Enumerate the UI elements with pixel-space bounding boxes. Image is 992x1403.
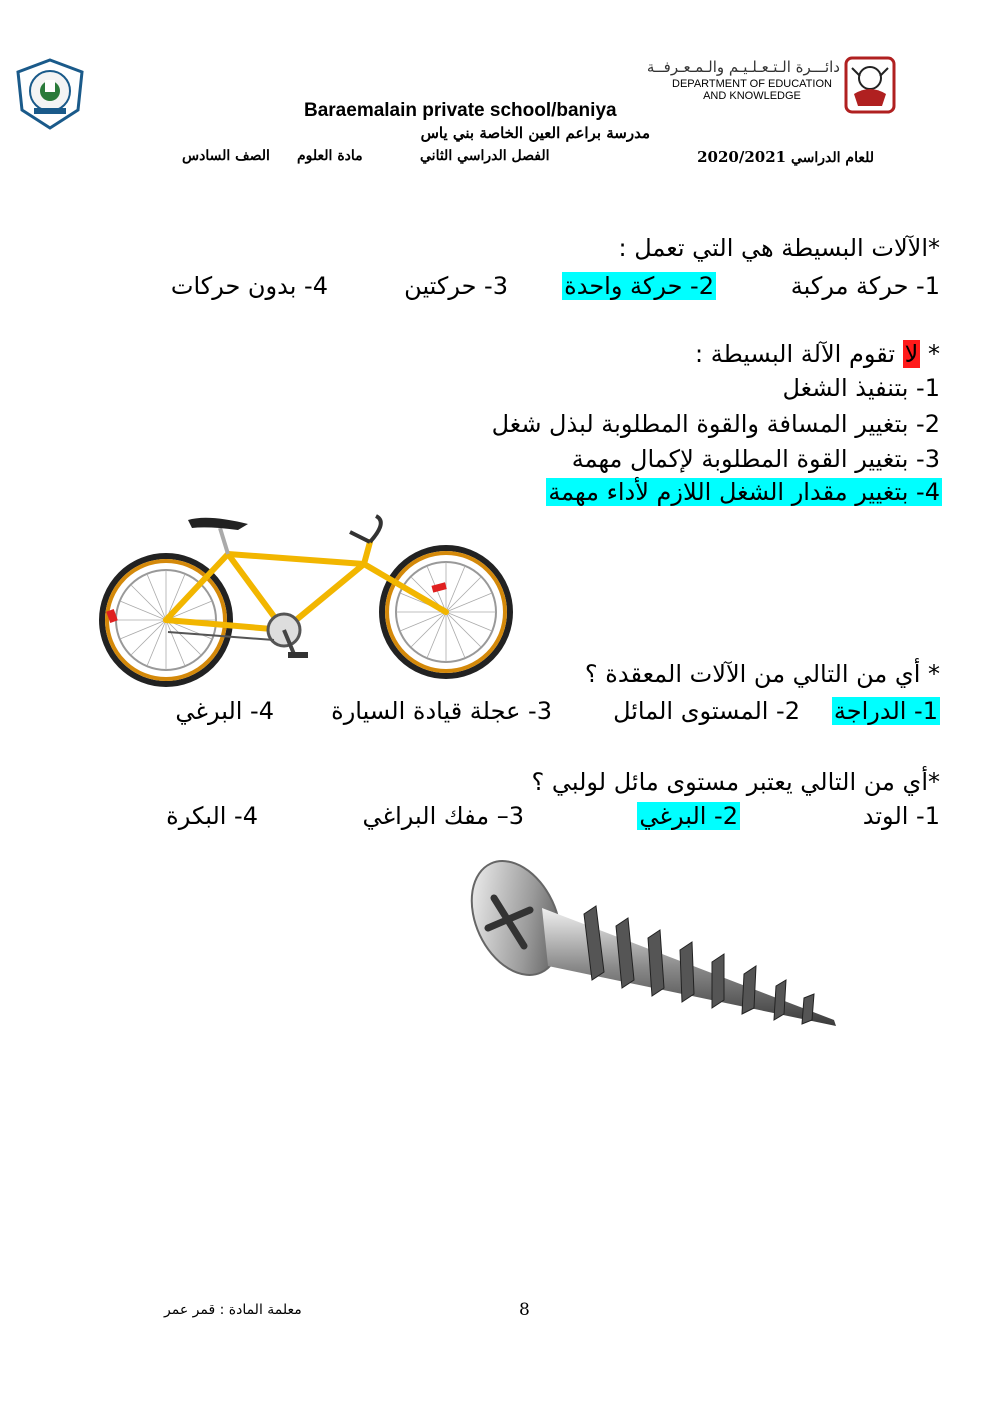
q1-question: *الآلات البسيطة هي التي تعمل : bbox=[618, 234, 940, 262]
subject-label: مادة العلوم bbox=[297, 148, 363, 164]
q4-option-3: 3– مفك البراغي bbox=[362, 802, 524, 830]
q1-option-4: 4- بدون حركات bbox=[170, 272, 328, 300]
q2-negation-word: لا bbox=[904, 340, 919, 368]
screw-icon bbox=[464, 848, 854, 1034]
q2-option-4: 4- بتغيير مقدار الشغل اللازم لأداء مهمة bbox=[548, 478, 940, 506]
school-name-en: Baraemalain private school/baniya bbox=[304, 100, 617, 121]
year-value: 2020/2021 bbox=[697, 148, 787, 166]
year-label: للعام الدراسي bbox=[790, 150, 874, 166]
q3-option-3: 3- عجلة قيادة السيارة bbox=[331, 697, 552, 725]
department-name-ar: دائـــرة الـتـعـلـيـم والـمـعـرفــة bbox=[646, 58, 840, 76]
bicycle-icon bbox=[88, 512, 528, 688]
q3-option-2: 2- المستوى المائل bbox=[613, 697, 800, 725]
q4-question: *أي من التالي يعتبر مستوى مائل لولبي ؟ bbox=[531, 768, 940, 796]
q3-option-1: 1- الدراجة bbox=[833, 697, 938, 725]
q4-option-4: 4- البكرة bbox=[166, 802, 258, 830]
q1-option-2: 2- حركة واحدة bbox=[564, 272, 714, 300]
q3-question: * أي من التالي من الآلات المعقدة ؟ bbox=[584, 660, 940, 688]
department-logo-emblem bbox=[842, 54, 898, 116]
q1-option-1: 1- حركة مركبة bbox=[790, 272, 940, 300]
grade-label: الصف السادس bbox=[182, 148, 270, 164]
q2-option-1: 1- بتنفيذ الشغل bbox=[782, 374, 940, 402]
department-name-en bbox=[664, 78, 840, 102]
department-name-en-line2: AND KNOWLEDGE bbox=[703, 90, 801, 102]
q4-option-1: 1- الوتد bbox=[862, 802, 940, 830]
semester-label: الفصل الدراسي الثاني bbox=[420, 148, 550, 164]
q1-option-3: 3- حركتين bbox=[404, 272, 508, 300]
department-name-en-line1: DEPARTMENT OF EDUCATION bbox=[672, 78, 832, 90]
q4-option-2: 2- البرغي bbox=[639, 802, 738, 830]
q2-question-prefix: * bbox=[920, 340, 940, 368]
year-row bbox=[697, 148, 874, 166]
q3-option-4: 4- البرغي bbox=[175, 697, 274, 725]
school-logo bbox=[14, 58, 86, 130]
school-name-ar: مدرسة براعم العين الخاصة بني ياس bbox=[420, 124, 650, 142]
teacher-name: معلمة المادة : قمر عمر bbox=[164, 1302, 302, 1318]
q2-option-3: 3- بتغيير القوة المطلوبة لإكمال مهمة bbox=[571, 445, 940, 473]
q2-question-rest: تقوم الآلة البسيطة : bbox=[695, 340, 903, 368]
page-number: 8 bbox=[519, 1300, 530, 1320]
q2-question bbox=[695, 340, 940, 368]
q2-option-2: 2- بتغيير المسافة والقوة المطلوبة لبذل شغل bbox=[491, 410, 940, 438]
